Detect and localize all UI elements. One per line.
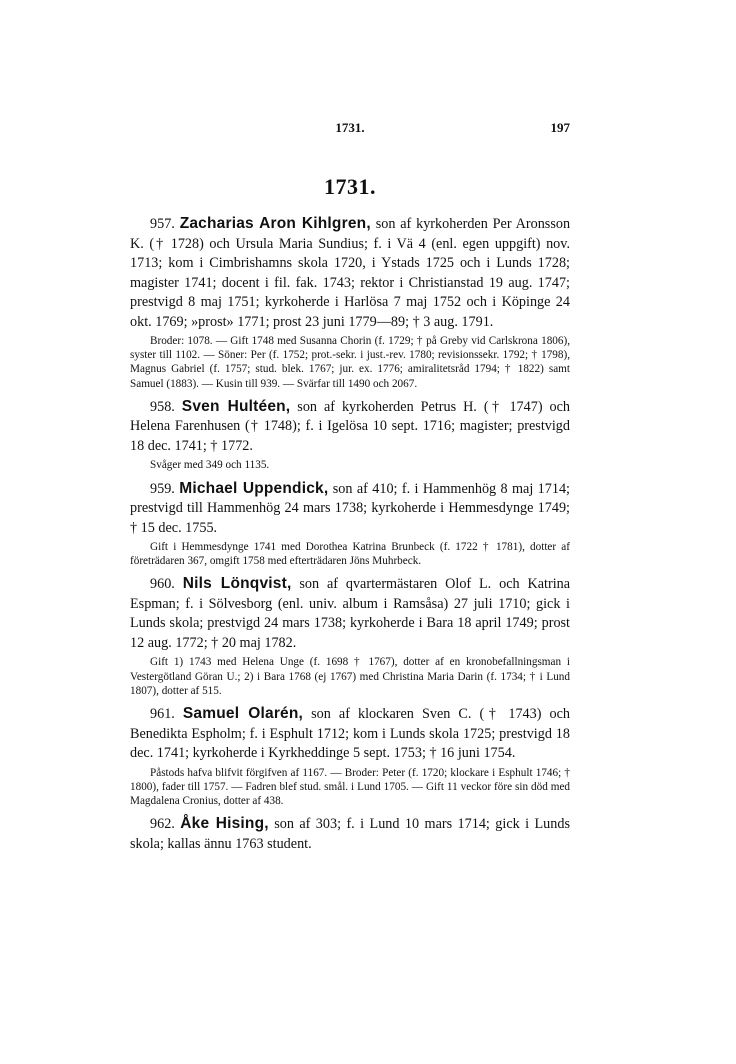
entry-961 <box>130 704 570 808</box>
entry-962 <box>130 814 570 854</box>
entry-note: Påstods hafva blifvit förgifven af 1167. — Broder: Peter (f. 1720; klockare i Esphult 1746; † 1800), fader till 1757. — Fadren blef stud. smål. i Lund 1705. — Gift 11 veckor före sin död med Magdalena Cronius, dotter af 438. <box>130 766 570 807</box>
entry-text: son af qvartermästaren Olof L. och Katrina Espman; f. i Sölvesborg (enl. univ. album i Ramsåsa) 27 juli 1710; gick i Lunds skola; prestvigd 24 mars 1738; kyrkoherde i Bara 18 april 1749; prost 12 aug. 1772; † 20 maj 1782. <box>130 576 571 651</box>
entry-number: 957. <box>150 216 175 232</box>
entry-name: Samuel Olarén, <box>182 705 304 723</box>
entry-number: 961. <box>150 706 175 723</box>
entry-960 <box>130 574 570 698</box>
entry-note: Gift 1) 1743 med Helena Unge (f. 1698 † 1767), dotter af en kronobefallningsman i Vestergötland Göran U.; 2) i Bara 1768 (ej 1767) med Christina Maria Darin (f. 1734; † i Lund 1807), dotter af 515. <box>130 656 570 697</box>
entry-958 <box>130 397 570 473</box>
entry-name: Åke Hising, <box>180 815 269 833</box>
entry-name: Nils Lönqvist, <box>182 575 292 593</box>
entry-text: son af 303; f. i Lund 10 mars 1714; gick i Lunds skola; kallas ännu 1763 student. <box>130 816 570 852</box>
entry-bio <box>130 214 570 332</box>
page-number: 197 <box>550 120 570 135</box>
entry-note: Svåger med 349 och 1135. <box>150 459 270 472</box>
entry-bio <box>130 397 570 457</box>
entry-name: Zacharias Aron Kihlgren, <box>179 215 371 232</box>
entry-note: Broder: 1078. — Gift 1748 med Susanna Chorin (f. 1729; † på Greby vid Carlskrona 1806), syster till 1102. — Söner: Per (f. 1752; prot.-sekr. i just.-rev. 1780; revisionssekr. 1792; † 1798), Magnus Gabriel (f. 1757; stud. blek. 1767; jur. ex. 1776; amiralitetsråd 1794; † 1822) samt Samuel (1883). — Kusin till 939. — Svärfar till 1490 och 2067. <box>130 335 570 390</box>
entry-number: 960. <box>150 576 175 593</box>
book-page <box>130 118 570 860</box>
entry-bio <box>130 704 570 764</box>
entry-text: son af kyrkoherden Per Aronsson K. († 1728) och Ursula Maria Sundius; f. i Vä 4 (enl. egen uppgift) nov. 1713; kom i Cimbrishamns skola 1720, i Ystads 1725 och i Lunds 1728; magister 1741; docent i fil. fak. 1743; rektor i Christianstad 19 aug. 1747; prestvigd 8 maj 1751; kyrkoherde i Harlösa 7 maj 1752 och i Köpinge 24 okt. 1769; »prost» 1771; prost 23 juni 1779—89; † 3 aug. 1791. <box>130 216 571 330</box>
entry-number: 959. <box>150 480 175 497</box>
entry-bio <box>130 574 570 653</box>
entry-name: Sven Hultéen, <box>181 397 291 415</box>
entry-text: son af 410; f. i Hammenhög 8 maj 1714; prestvigd till Hammenhög 24 mars 1738; kyrkoherde i Hemmesdynge 1749; † 15 dec. 1755. <box>130 480 570 536</box>
entry-bio <box>130 814 570 854</box>
running-head <box>130 118 570 138</box>
entry-957 <box>130 214 570 391</box>
entry-number: 962. <box>150 816 175 833</box>
entry-text: son af kyrkoherden Petrus H. († 1747) och Helena Farenhusen († 1748); f. i Igelösa 10 sept. 1716; magister; prestvigd 18 dec. 1741; † 1772. <box>130 398 571 454</box>
entry-bio <box>130 479 570 539</box>
entry-number: 958. <box>150 398 175 415</box>
section-title: 1731. <box>324 174 376 199</box>
entry-text: son af klockaren Sven C. († 1743) och Benedikta Espholm; f. i Esphult 1712; kom i Lunds skola 1725; prestvigd 18 dec. 1741; kyrkoherde i Kyrkheddinge 5 sept. 1753; † 16 juni 1754. <box>130 706 571 762</box>
running-head-year: 1731. <box>335 120 365 135</box>
entry-959 <box>130 479 570 569</box>
entry-name: Michael Uppendick, <box>179 479 329 497</box>
entry-note: Gift i Hemmesdynge 1741 med Dorothea Katrina Brunbeck (f. 1722 † 1781), dotter af företrädaren 367, omgift 1758 med efterträdaren Jöns Muhrbeck. <box>130 541 570 568</box>
